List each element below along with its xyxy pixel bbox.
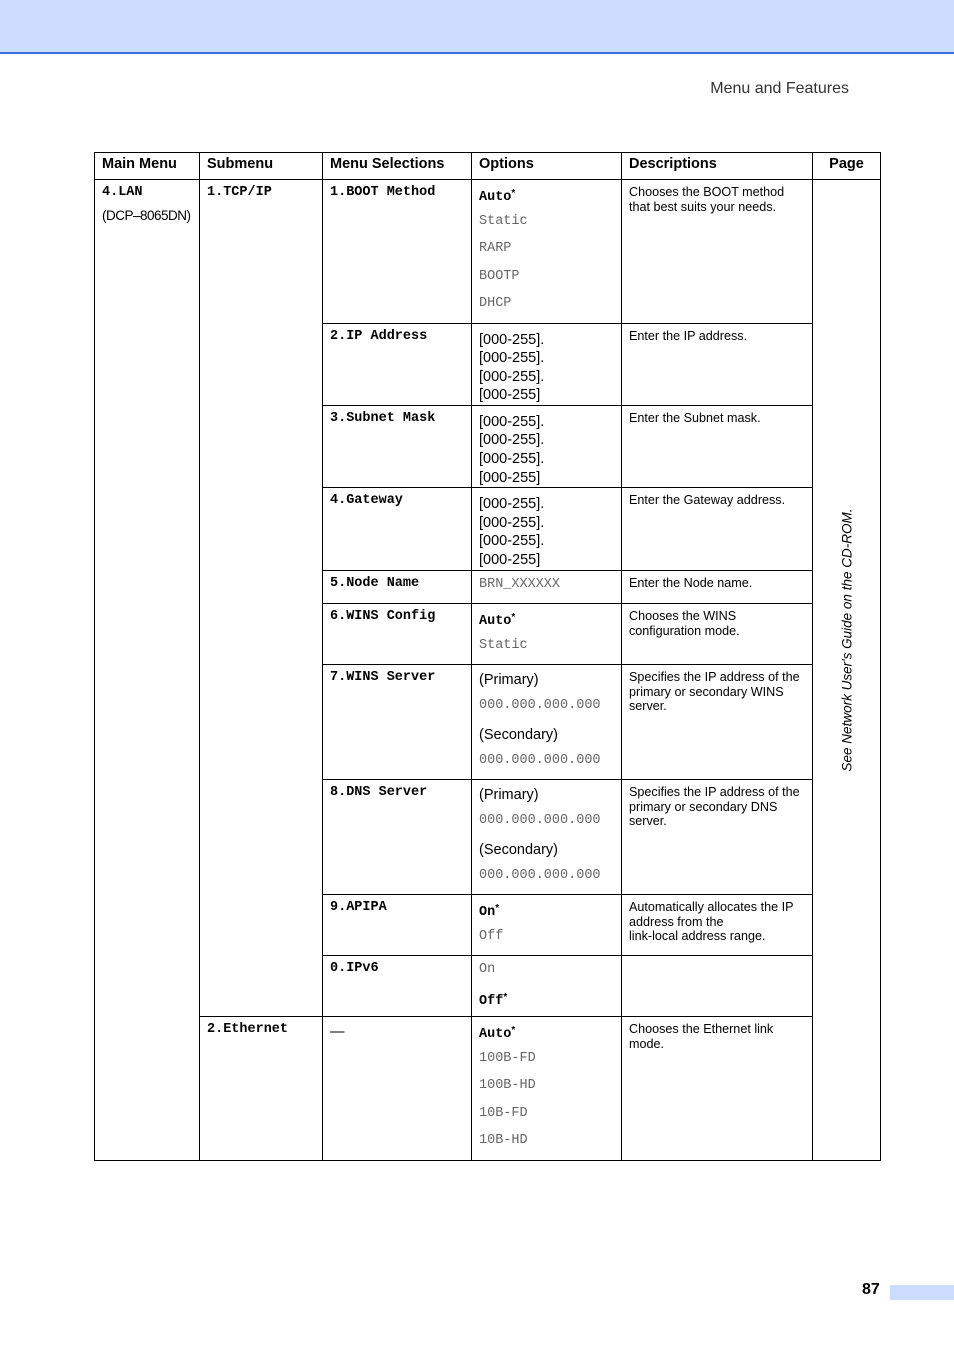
options-wrap	[472, 1017, 621, 1160]
option-text: RARP	[479, 241, 512, 256]
description-cell	[622, 604, 813, 665]
option-text: On	[479, 905, 496, 921]
submenu-wrap	[200, 180, 322, 200]
submenu-label: 2.Ethernet	[207, 1022, 289, 1038]
option-text: BOOTP	[479, 268, 520, 284]
option-text: Auto	[479, 190, 512, 205]
page-tab	[890, 1285, 954, 1300]
option-text: On	[479, 962, 496, 978]
column-header: Main Menu	[95, 153, 200, 180]
selection-label: 5.Node Name	[330, 575, 420, 591]
options-cell	[472, 570, 622, 604]
selection-cell	[323, 323, 472, 405]
page-number: 87	[862, 1281, 880, 1298]
selection-wrap	[323, 488, 471, 508]
default-marker: *	[503, 991, 508, 1003]
option-value	[479, 1132, 615, 1160]
options-wrap	[472, 604, 621, 664]
option-value	[479, 1077, 615, 1105]
selection-cell	[323, 488, 472, 570]
option-value	[479, 213, 615, 241]
options-wrap	[472, 665, 621, 779]
selection-label: 9.APIPA	[330, 900, 387, 916]
description-text: Enter the Subnet mask.	[629, 410, 761, 425]
option-text: Static	[479, 637, 528, 653]
table-row	[95, 1017, 881, 1161]
options-cell	[472, 665, 622, 780]
selection-label: 7.WINS Server	[330, 670, 436, 686]
submenu-wrap	[200, 1017, 322, 1037]
description-cell	[622, 665, 813, 780]
selection-cell	[323, 665, 472, 780]
selection-wrap	[323, 604, 471, 624]
default-marker: *	[511, 612, 516, 624]
option-value	[479, 752, 615, 780]
model-note: (DCP–8065DN)	[102, 208, 191, 223]
header-bar	[0, 0, 954, 54]
selection-cell	[323, 1017, 472, 1161]
description-cell	[622, 1017, 813, 1161]
submenu-label: 1.TCP/IP	[207, 185, 272, 200]
column-header: Submenu	[200, 153, 323, 180]
section-title: Menu and Features	[710, 80, 849, 97]
option-value	[479, 240, 615, 268]
selection-label: 8.DNS Server	[330, 785, 428, 801]
option-value	[479, 697, 615, 725]
selection-label: 4.Gateway	[330, 493, 403, 509]
main-menu-label: 4.LAN	[102, 185, 143, 200]
options-cell	[472, 323, 622, 405]
selection-wrap	[323, 571, 471, 591]
selection-wrap	[323, 324, 471, 344]
selection-cell	[323, 780, 472, 895]
selection-label: 0.IPv6	[330, 961, 379, 977]
description-text: Chooses the Ethernet link mode.	[629, 1022, 774, 1051]
description-cell	[622, 956, 813, 1017]
options-cell	[472, 780, 622, 895]
option-value	[479, 928, 615, 956]
table-row	[95, 180, 881, 324]
options-cell	[472, 895, 622, 956]
description-text: Enter the Node name.	[629, 575, 753, 590]
column-header: Page	[813, 153, 881, 180]
description-text: Specifies the IP address of the primary or secondary DNS server.	[629, 785, 800, 829]
description-cell	[622, 895, 813, 956]
description-cell	[622, 570, 813, 604]
selection-wrap	[323, 895, 471, 915]
submenu-cell	[200, 1017, 323, 1161]
option-text: 10B-FD	[479, 1105, 528, 1121]
description-text: Chooses the BOOT method that best suits your needs.	[629, 185, 785, 214]
description-text: Enter the Gateway address.	[629, 493, 786, 508]
column-header: Options	[472, 153, 622, 180]
description-cell	[622, 323, 813, 405]
menu-table	[94, 152, 881, 1161]
option-text: 100B-HD	[479, 1078, 536, 1094]
option-text: Auto	[479, 1027, 512, 1043]
option-default	[479, 609, 615, 637]
main-menu-wrap	[95, 180, 199, 225]
option-text: Off	[479, 928, 504, 944]
page-cell	[813, 180, 881, 1161]
option-value	[479, 637, 615, 665]
options-cell	[472, 180, 622, 324]
option-label: (Secondary)	[479, 726, 558, 743]
options-cell	[472, 956, 622, 1017]
options-wrap	[472, 895, 621, 955]
description-text: Specifies the IP address of the primary or secondary WINS server.	[629, 670, 800, 714]
option-value	[479, 1105, 615, 1133]
option-text: BRN_XXXXXX	[479, 576, 561, 592]
option-text: Off	[479, 993, 504, 1009]
option-text: Auto	[479, 614, 512, 630]
selection-wrap	[323, 406, 471, 426]
options-cell	[472, 405, 622, 487]
column-header: Menu Selections	[323, 153, 472, 180]
option-text: Static	[479, 213, 528, 229]
option-text: 000.000.000.000	[479, 867, 601, 883]
option-value	[479, 867, 615, 895]
option-default	[479, 1022, 615, 1050]
default-marker: *	[495, 903, 500, 915]
ip-range-text: [000-255]. [000-255]. [000-255]. [000-255]	[479, 413, 545, 486]
options-cell	[472, 604, 622, 665]
selection-label: 3.Subnet Mask	[330, 410, 436, 426]
option-value	[479, 576, 615, 604]
description-cell	[622, 488, 813, 570]
description-cell	[622, 780, 813, 895]
selection-cell	[323, 180, 472, 324]
selection-label: —	[330, 1024, 345, 1041]
option-label: (Secondary)	[479, 841, 558, 858]
options-wrap	[472, 956, 621, 1016]
option-default	[479, 900, 615, 928]
selection-cell	[323, 570, 472, 604]
option-text: 000.000.000.000	[479, 752, 601, 768]
selection-wrap	[323, 665, 471, 685]
option-value	[479, 295, 615, 323]
page-reference: See Network User's Guide on the CD-ROM.	[839, 508, 854, 772]
option-label: (Primary)	[479, 787, 539, 804]
option-value	[479, 268, 615, 296]
column-header: Descriptions	[622, 153, 813, 180]
options-wrap	[472, 488, 621, 569]
default-marker: *	[511, 188, 516, 199]
options-wrap	[472, 406, 621, 487]
description-text: Chooses the WINS configuration mode.	[629, 609, 740, 638]
options-wrap	[472, 180, 621, 323]
selection-cell	[323, 895, 472, 956]
selection-cell	[323, 956, 472, 1017]
selection-wrap	[323, 956, 471, 976]
selection-wrap	[323, 1017, 471, 1049]
description-cell	[622, 405, 813, 487]
options-wrap	[472, 780, 621, 894]
option-value	[479, 1050, 615, 1078]
option-label: (Primary)	[479, 672, 539, 689]
default-marker: *	[511, 1025, 516, 1037]
option-text: 000.000.000.000	[479, 813, 601, 829]
option-text: DHCP	[479, 296, 512, 311]
selection-wrap	[323, 180, 471, 200]
table-header-row	[95, 153, 881, 180]
option-text: 100B-FD	[479, 1050, 536, 1066]
options-wrap	[472, 324, 621, 405]
description-text: Enter the IP address.	[629, 328, 748, 343]
option-value	[479, 961, 615, 989]
option-value	[479, 812, 615, 840]
options-wrap	[472, 571, 621, 604]
selection-label: 1.BOOT Method	[330, 185, 436, 200]
selection-cell	[323, 604, 472, 665]
option-text: 000.000.000.000	[479, 698, 601, 714]
options-cell	[472, 488, 622, 570]
selection-wrap	[323, 780, 471, 800]
option-text: 10B-HD	[479, 1133, 528, 1149]
submenu-cell	[200, 180, 323, 1017]
description-text	[622, 956, 812, 961]
selection-label: 2.IP Address	[330, 328, 428, 344]
selection-label: 6.WINS Config	[330, 609, 436, 625]
selection-cell	[323, 405, 472, 487]
ip-range-text: [000-255]. [000-255]. [000-255]. [000-255]	[479, 496, 545, 569]
ip-range-text: [000-255]. [000-255]. [000-255]. [000-255]	[479, 331, 545, 404]
main-menu-cell	[95, 180, 200, 1161]
option-default	[479, 185, 615, 213]
option-default	[479, 989, 615, 1017]
description-text: Automatically allocates the IP address from the link-local address range.	[629, 900, 794, 944]
description-cell	[622, 180, 813, 324]
options-cell	[472, 1017, 622, 1161]
